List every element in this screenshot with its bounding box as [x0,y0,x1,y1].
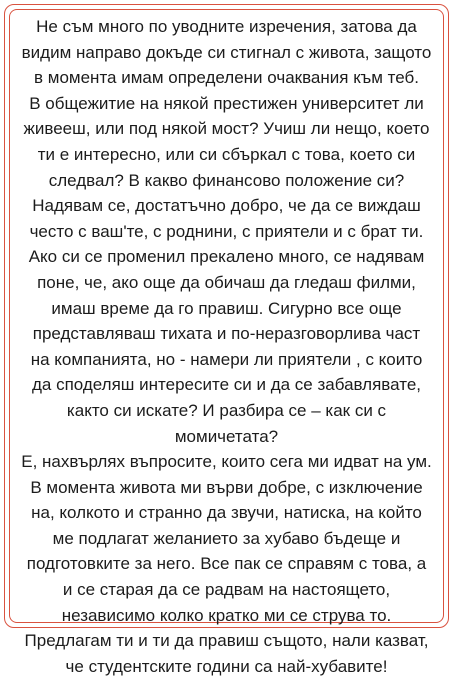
letter-line: че студентските години са най-хубавите! [65,656,388,676]
letter-line: Е, нахвърлях въпросите, които сега ми идват на ум. [21,452,432,472]
letter-line: независимо колко кратко ми се струва то. [61,605,392,625]
letter-line: подготовките за него. Все пак се справям с това, а [26,554,427,574]
letter-line: момичетата? [174,426,279,446]
letter-line: поне, че, ако още да обичаш да гледаш филми, [37,272,416,292]
letter-line: живееш, или под някой мост? Учиш ли нещо, което [23,119,430,139]
letter-line: Предлагам ти и ти да правиш същото, нали казват, [24,631,429,651]
letter-line: и се старая да се радвам на настоящето, [62,580,391,600]
letter-line: Ако си се променил прекалено много, се надявам [28,247,425,267]
letter-line: В момента живота ми върви добре, с изключение [30,477,423,497]
letter-line: в момента имам определени очаквания към теб. [34,68,419,88]
letter-line: често с ваш'те, с роднини, с приятели и с брат ти. [29,221,424,241]
letter-line: ти е интересно, или си сбъркал с това, което си [37,144,416,164]
letter-line: както си искате? И разбира се – как си с [66,400,387,420]
letter-line: Надявам се, достатъчно добро, че да се виждаш [32,196,421,216]
letter-line: имаш време да го правиш. Сигурно все още [51,298,402,318]
letter-line: на, колкото и странно да звучи, натиска, на който [31,503,422,523]
letter-line: на компанията, но - намери ли приятели , с които [30,349,423,369]
letter-line: да споделяш интересите си и да се забавлявате, [31,375,422,395]
letter-line: Не съм много по уводните изречения, затова да [36,17,417,36]
letter-line: следвал? В какво финансово положение си? [48,170,405,190]
letter-line: представляваш тихата и по-неразговорлива част [32,324,421,344]
letter-body [18,14,435,679]
letter-line: видим направо докъде си стигнал с живота, защото [21,42,432,62]
letter-line: ме подлагат желанието за хубаво бъдеще и [52,528,401,548]
letter-line: В общежитие на някой престижен университет ли [29,93,424,113]
